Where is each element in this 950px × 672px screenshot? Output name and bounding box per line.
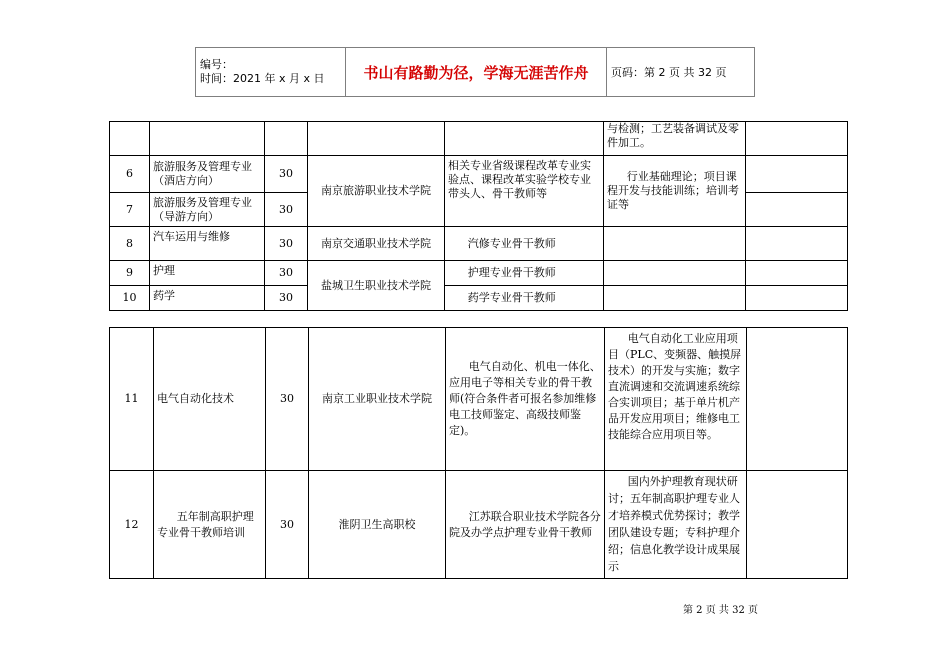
cell-program: 汽车运用与维修 xyxy=(150,227,265,261)
header-motto: 书山有路勤为径，学海无涯苦作舟 xyxy=(346,48,607,97)
page-header xyxy=(195,47,755,97)
cell-content: 与检测；工艺装备调试及零件加工。 xyxy=(604,122,746,156)
cell-count: 30 xyxy=(265,286,308,311)
cell-program: 药学 xyxy=(150,286,265,311)
table-row xyxy=(110,328,848,471)
cell-target: 相关专业省级课程改革专业实验点、课程改革实验学校专业带头人、骨干教师等 xyxy=(445,156,604,227)
number-label: 编号： xyxy=(200,58,233,71)
cell-content: 国内外护理教育现状研讨；五年制高职护理专业人才培养模式优势探讨；教学团队建设专题；专科护理介绍；信息化教学设计成果展示 xyxy=(605,471,747,579)
time-label: 时间：2021 年 x 月 x 日 xyxy=(200,72,325,85)
cell-count: 30 xyxy=(265,227,308,261)
table-row xyxy=(110,286,848,311)
cell-target: 汽修专业骨干教师 xyxy=(445,227,604,261)
training-table-2 xyxy=(109,327,848,579)
cell-count: 30 xyxy=(265,193,308,227)
cell-target: 护理专业骨干教师 xyxy=(445,261,604,286)
table-row xyxy=(110,227,848,261)
cell-program: 旅游服务及管理专业（酒店方向） xyxy=(150,156,265,193)
cell-count: 30 xyxy=(265,261,308,286)
cell-content: 电气自动化工业应用项目（PLC、变频器、触摸屏技术）的开发与实施；数字直流调速和交流调速系统综合实训项目；基于单片机产品开发应用项目；维修电工技能综合应用项目等。 xyxy=(605,328,747,471)
cell-no: 11 xyxy=(110,328,154,471)
cell-program: 五年制高职护理专业骨干教师培训 xyxy=(154,471,266,579)
cell-no: 12 xyxy=(110,471,154,579)
cell-target: 江苏联合职业技术学院各分院及办学点护理专业骨干教师 xyxy=(446,471,605,579)
table-row xyxy=(110,122,848,156)
cell-program: 护理 xyxy=(150,261,265,286)
cell-target: 电气自动化、机电一体化、应用电子等相关专业的骨干教师(符合条件者可报名参加维修电工技师鉴定、高级技师鉴定)。 xyxy=(446,328,605,471)
cell-school: 南京工业职业技术学院 xyxy=(309,328,446,471)
cell-count: 30 xyxy=(265,156,308,193)
cell-school: 南京旅游职业技术学院 xyxy=(308,156,445,227)
cell-count: 30 xyxy=(266,328,309,471)
cell-target: 药学专业骨干教师 xyxy=(445,286,604,311)
cell-content: 行业基础理论；项目课程开发与技能训练；培训考证等 xyxy=(604,156,746,227)
cell-no: 7 xyxy=(110,193,150,227)
cell-program: 电气自动化技术 xyxy=(154,328,266,471)
training-table-1 xyxy=(109,121,848,311)
cell-school: 南京交通职业技术学院 xyxy=(308,227,445,261)
cell-no: 8 xyxy=(110,227,150,261)
cell-no: 9 xyxy=(110,261,150,286)
cell-no: 6 xyxy=(110,156,150,193)
page-footer: 第 2 页 共 32 页 xyxy=(683,605,758,616)
table-row xyxy=(110,471,848,579)
cell-no: 10 xyxy=(110,286,150,311)
cell-count: 30 xyxy=(266,471,309,579)
cell-program: 旅游服务及管理专业（导游方向） xyxy=(150,193,265,227)
table-row xyxy=(110,261,848,286)
table-row xyxy=(110,156,848,193)
header-meta xyxy=(196,48,346,97)
cell-school: 盐城卫生职业技术学院 xyxy=(308,261,445,311)
header-page-label: 页码：第 2 页 共 32 页 xyxy=(607,48,755,97)
cell-school: 淮阴卫生高职校 xyxy=(309,471,446,579)
